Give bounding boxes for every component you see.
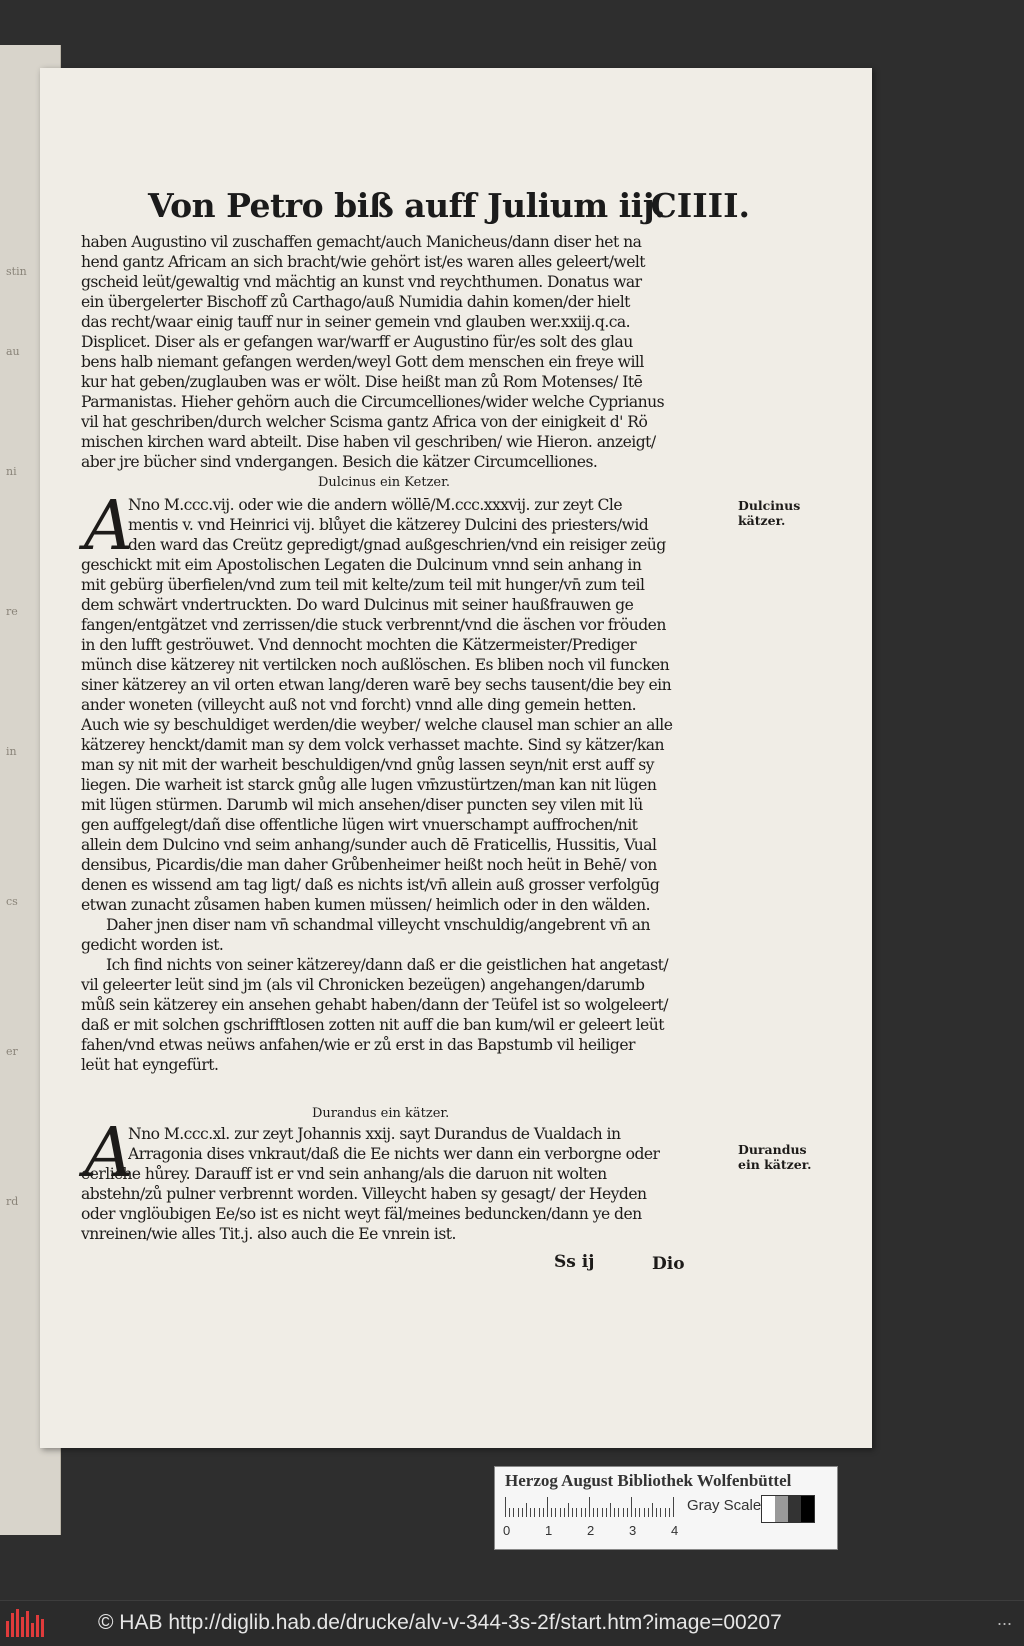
logo-bar bbox=[6, 1621, 9, 1637]
scale-numbers bbox=[503, 1523, 703, 1543]
text-line: Nno M.ccc.vij. oder wie die andern wöllē/M.ccc.xxxvij. zur zeyt Cle bbox=[128, 496, 622, 514]
catchword: Dio bbox=[652, 1254, 685, 1274]
text-line: hend gantz Africam an sich bracht/wie gehört ist/es waren alles geleert/welt bbox=[81, 253, 646, 271]
scale-ruler bbox=[505, 1497, 675, 1517]
ruler-tick bbox=[576, 1508, 577, 1517]
text-line: den ward das Creütz gepredigt/gnad außgeschrien/vnd ein reisiger zeüg bbox=[128, 536, 666, 554]
gray-swatch bbox=[775, 1496, 788, 1522]
text-line: man sy nit mit der warheit beschuldigen/vnd gnůg lassen seyn/nit erst auff sy bbox=[81, 756, 654, 774]
text-line: allein dem Dulcino vnd seim anhang/sunder auch dē Fraticellis, Hussitis, Vual bbox=[81, 836, 657, 854]
text-line: kätzerey henckt/damit man sy dem volck verhasset machte. Sind sy kätzer/kan bbox=[81, 736, 665, 754]
ruler-tick bbox=[656, 1508, 657, 1517]
ruler-tick bbox=[648, 1508, 649, 1517]
text-line: Arragonia dises vnkraut/daß die Ee nichts wer dann ein verborgne oder bbox=[128, 1145, 660, 1163]
ruler-tick bbox=[627, 1508, 628, 1517]
text-line: denen es wissend am tag ligt/ daß es nichts ist/vn̄ allein auß grosser verfolgūg bbox=[81, 876, 660, 894]
text-line: leüt hat eyngefürt. bbox=[81, 1056, 219, 1074]
ruler-tick bbox=[635, 1508, 636, 1517]
text-line: münch dise kätzerey nit vertilcken noch außlöschen. Es bliben noch vil funcken bbox=[81, 656, 670, 674]
text-line: ander woneten (villeycht auß not vnd forcht) vnnd alle ding gemein hetten. bbox=[81, 696, 637, 714]
ruler-tick bbox=[547, 1497, 548, 1517]
logo-bar bbox=[26, 1611, 29, 1637]
logo-bar bbox=[41, 1619, 44, 1637]
ruler-tick bbox=[539, 1508, 540, 1517]
scale-number: 1 bbox=[545, 1523, 553, 1538]
text-line: Ich find nichts von seiner kätzerey/dann daß er die geistlichen hat angetast/ bbox=[106, 956, 669, 974]
text-line: abstehn/zů pulner verbrennt worden. Villeycht haben sy gesagt/ der Heyden bbox=[81, 1185, 647, 1203]
signature-mark: Ss ij bbox=[554, 1252, 595, 1272]
ruler-tick bbox=[660, 1508, 661, 1517]
ruler-tick bbox=[652, 1503, 653, 1517]
scale-number: 3 bbox=[629, 1523, 637, 1538]
text-line: dem schwärt vndertruckten. Do ward Dulcinus mit seiner haußfrauwen ge bbox=[81, 596, 634, 614]
text-line: ein übergelerter Bischoff zů Carthago/auß Numidia dahin komen/der hielt bbox=[81, 293, 630, 311]
drop-cap: A bbox=[84, 1114, 134, 1193]
ruler-tick bbox=[568, 1503, 569, 1517]
scale-number: 0 bbox=[503, 1523, 511, 1538]
text-line: vil hat geschriben/durch welcher Scisma gantz Africa von der einigkeit d' Rö bbox=[81, 413, 648, 431]
ruler-tick bbox=[593, 1508, 594, 1517]
logo-bar bbox=[16, 1609, 19, 1637]
margin-note-dulcinus bbox=[738, 498, 800, 528]
ruler-tick bbox=[543, 1508, 544, 1517]
ruler-tick bbox=[589, 1497, 590, 1517]
text-line: Nno M.ccc.xl. zur zeyt Johannis xxij. sayt Durandus de Vualdach in bbox=[128, 1125, 621, 1143]
text-line: mentis v. vnd Heinrici vij. blůyet die kätzerey Dulcini des priesters/wid bbox=[128, 516, 649, 534]
text-line: oder vnglöubigen Ee/so ist es nicht weyt fäl/meines beduncken/dann ye den bbox=[81, 1205, 642, 1223]
ruler-tick bbox=[509, 1508, 510, 1517]
text-line: haben Augustino vil zuschaffen gemacht/auch Manicheus/dann diser het na bbox=[81, 233, 642, 251]
text-line: vil geleerter leüt sind jm (als vil Chronicken bezeügen) angehangen/darumb bbox=[81, 976, 645, 994]
margin-note-line: Dulcinus bbox=[738, 498, 801, 513]
gray-swatch bbox=[801, 1496, 814, 1522]
text-line: geschickt mit eim Apostolischen Legaten die Dulcinum vnnd sein anhang in bbox=[81, 556, 642, 574]
gray-swatch bbox=[762, 1496, 775, 1522]
running-title: Von Petro biß auff Julium iij. bbox=[148, 186, 666, 225]
margin-note-line: Durandus bbox=[738, 1142, 807, 1157]
ruler-tick bbox=[530, 1508, 531, 1517]
ruler-tick bbox=[522, 1508, 523, 1517]
text-line: densibus, Picardis/die man daher Grůbenheimer heißt noch heüt in Behē/ von bbox=[81, 856, 657, 874]
text-line: Auch wie sy beschuldiget werden/die weyber/ welche clausel man schier an alle bbox=[81, 716, 673, 734]
text-line: fangen/entgätzet vnd zerrissen/die stuck verbrennt/vnd die äschen vor fröuden bbox=[81, 616, 666, 634]
ruler-tick bbox=[610, 1503, 611, 1517]
ruler-tick bbox=[631, 1497, 632, 1517]
text-line: aber jre bücher sind vndergangen. Besich die kätzer Circumcelliones. bbox=[81, 453, 598, 471]
text-line: můß sein kätzerey ein ansehen gehabt haben/dann der Teüfel ist so wolgeleert/ bbox=[81, 996, 668, 1014]
page-header bbox=[148, 186, 748, 236]
ruler-tick bbox=[597, 1508, 598, 1517]
margin-note-line: kätzer. bbox=[738, 513, 786, 528]
ruler-tick bbox=[585, 1508, 586, 1517]
ruler-tick bbox=[560, 1508, 561, 1517]
margin-note-durandus bbox=[738, 1142, 812, 1172]
logo-bar bbox=[31, 1623, 34, 1637]
previous-page-edge: stin au ni re in cs er rd bbox=[0, 45, 61, 1535]
ruler-tick bbox=[518, 1508, 519, 1517]
ruler-tick bbox=[673, 1497, 674, 1517]
text-line: Daher jnen diser nam vn̄ schandmal villeycht vnschuldig/angebrent vn̄ an bbox=[106, 916, 651, 934]
ruler-tick bbox=[564, 1508, 565, 1517]
ruler-tick bbox=[602, 1508, 603, 1517]
margin-note-line: ein kätzer. bbox=[738, 1157, 812, 1172]
text-line: in den lufft geströuwet. Vnd dennocht mochten die Kätzermeister/Prediger bbox=[81, 636, 637, 654]
text-line: fahen/vnd etwas neüws anfahen/wie er zů erst in das Bapstumb vil heiliger bbox=[81, 1036, 635, 1054]
library-title: Herzog August Bibliothek Wolfenbüttel bbox=[505, 1471, 792, 1490]
ruler-tick bbox=[614, 1508, 615, 1517]
text-line: siner kätzerey an vil orten etwan lang/deren warē bey sechs tausent/die bey ein bbox=[81, 676, 672, 694]
text-line: Parmanistas. Hieher gehörn auch die Circumcelliones/wider welche Cyprianus bbox=[81, 393, 665, 411]
text-line: vnreinen/wie alles Tit.j. also auch die Ee vnrein ist. bbox=[81, 1225, 456, 1243]
logo-bar bbox=[11, 1613, 14, 1637]
ruler-tick bbox=[581, 1508, 582, 1517]
viewer-footer bbox=[0, 1600, 1024, 1646]
ruler-tick bbox=[669, 1508, 670, 1517]
text-line: gen auffgelegt/dañ dise offentliche lügen wirt vnuerschampt auffrochen/nit bbox=[81, 816, 638, 834]
ruler-tick bbox=[534, 1508, 535, 1517]
color-calibration-bar bbox=[494, 1466, 838, 1550]
ruler-tick bbox=[551, 1508, 552, 1517]
ruler-tick bbox=[644, 1508, 645, 1517]
ruler-tick bbox=[639, 1508, 640, 1517]
gray-swatch bbox=[788, 1496, 801, 1522]
ruler-tick bbox=[623, 1508, 624, 1517]
ruler-tick bbox=[606, 1508, 607, 1517]
document-page bbox=[40, 68, 872, 1448]
footer-url[interactable]: © HAB http://diglib.hab.de/drucke/alv-v-344-3s-2f/start.htm?image=00207 bbox=[98, 1611, 782, 1634]
ruler-tick bbox=[555, 1508, 556, 1517]
text-line: liegen. Die warheit ist starck gnůg alle lugen vm̄zustürtzen/man kan nit lügen bbox=[81, 776, 657, 794]
ruler-tick bbox=[505, 1497, 506, 1517]
drop-cap: A bbox=[84, 487, 134, 566]
gray-scale-label: Gray Scale bbox=[687, 1497, 762, 1514]
text-line: mit lügen stürmen. Darumb wil mich ansehen/diser puncten sey vilen mit lü bbox=[81, 796, 643, 814]
text-line: eerliche hůrey. Darauff ist er vnd sein anhang/als die daruon nit wolten bbox=[81, 1165, 607, 1183]
logo-bar bbox=[36, 1615, 39, 1637]
gray-swatches bbox=[761, 1495, 815, 1523]
section-heading-durandus: Durandus ein kätzer. bbox=[312, 1106, 450, 1121]
scale-number: 2 bbox=[587, 1523, 595, 1538]
text-line: daß er mit solchen gschrifftlosen zotten nit auff die ban kum/wil er geleert leüt bbox=[81, 1016, 664, 1034]
folio-number: CIIII. bbox=[650, 186, 750, 225]
text-line: gscheid leüt/gewaltig vnd mächtig an kunst vnd reychthumen. Donatus war bbox=[81, 273, 642, 291]
text-line: mit gebürg überfielen/vnd zum teil mit kelte/zum teil mit hunger/vn̄ zum teil bbox=[81, 576, 645, 594]
text-line: gedicht worden ist. bbox=[81, 936, 224, 954]
more-options-icon[interactable]: ... bbox=[996, 1609, 1012, 1629]
ruler-tick bbox=[618, 1508, 619, 1517]
text-line: mischen kirchen ward abteilt. Dise haben vil geschriben/ wie Hieron. anzeigt/ bbox=[81, 433, 656, 451]
text-line: etwan zunacht zůsamen haben kumen müssen/ heimlich oder in den wälden. bbox=[81, 896, 650, 914]
scale-number: 4 bbox=[671, 1523, 679, 1538]
ruler-tick bbox=[665, 1508, 666, 1517]
section-heading-dulcinus: Dulcinus ein Ketzer. bbox=[318, 475, 451, 490]
ruler-tick bbox=[526, 1503, 527, 1517]
text-line: das recht/waar einig tauff nur in seiner gemein vnd glauben wer.xxiij.q.ca. bbox=[81, 313, 631, 331]
hab-logo-icon bbox=[6, 1609, 46, 1637]
ruler-tick bbox=[513, 1508, 514, 1517]
text-line: kur hat geben/zuglauben was er wölt. Dise heißt man zů Rom Motenses/ Itē bbox=[81, 373, 643, 391]
text-line: bens halb niemant gefangen werden/weyl Gott dem menschen ein freye will bbox=[81, 353, 644, 371]
ruler-tick bbox=[572, 1508, 573, 1517]
text-line: Displicet. Diser als er gefangen war/warff er Augustino für/es solt des glau bbox=[81, 333, 633, 351]
logo-bar bbox=[21, 1617, 24, 1637]
